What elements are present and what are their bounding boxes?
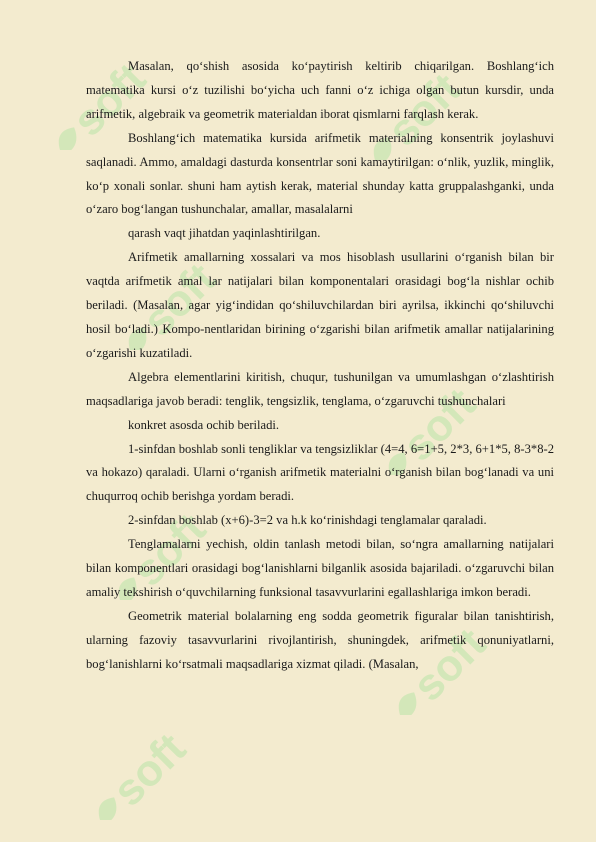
watermark-logo: [82, 724, 195, 837]
watermark-text: soft: [63, 54, 156, 146]
watermark-text: soft: [403, 619, 496, 711]
paragraph: 2-sinfdan boshlab (x+6)-3=2 va h.k ko‘rinishdagi tenglamalar qaraladi.: [128, 513, 487, 528]
paragraph: Geometrik material bolalarning eng sodda geometrik figuralar bilan tanishtirish, ularning fazoviy tasavvurlarini rivojlantirish, shuningdek, arifmetik qonuniyatlarni, bog‘lanishlarni ko‘rsatmali maqsadlariga xizmat qiladi. (Masalan,: [86, 608, 554, 671]
paragraph: Boshlang‘ich matematika kursida arifmetik materialning konsentrik joylashuvi saqlanadi. Ammo, amaldagi dasturda konsentrlar soni kamaytirilgan: o‘nlik, yuzlik, minglik, ko‘p xonali sonlar. shuni ham aytish kerak, material shunday katta gruppalashganki, unda o‘zaro bog‘langan tushunchalar, amallar, masalalarni: [86, 130, 554, 217]
paragraph: Tenglamalarni yechish, oldin tanlash metodi bilan, so‘ngra amallarning natijalari bilan komponentlari orasidagi bog‘lanishlarni bilganlik asosida bajariladi. o‘zgaruvchi bilan amaliy tekshirish o‘quvchilarning funksional tasavvurlarini egallashlariga imkon beradi.: [86, 537, 554, 599]
paragraph: konkret asosda ochib beriladi.: [128, 417, 280, 432]
watermark-text: soft: [378, 64, 471, 156]
watermark-text: soft: [103, 724, 196, 816]
paragraph: qarash vaqt jihatdan yaqinlashtirilgan.: [128, 226, 321, 241]
paragraph: 1-sinfdan boshlab sonli tengliklar va tengsizliklar (4=4, 6=1+5, 2*3, 6+1*5, 8-3*8-2 va hokazo) qaraladi. Ularni o‘rganish arifmetik materialni o‘rganish bilan bog‘lanadi va uni chuqurroq ochib berishga yordam beradi.: [86, 441, 554, 504]
watermark-text: soft: [133, 254, 226, 346]
paragraph: Masalan, qo‘shish asosida ko‘paytirish keltirib chiqarilgan. Boshlang‘ich matematika kursi o‘z tuzilishi bo‘yicha uch fanni o‘z ichiga olgan butun kursdir, unda arifmetik, algebraik va geometrik materialdan iborat qismlarni farqlash kerak.: [86, 59, 554, 121]
paragraph: Arifmetik amallarning xossalari va mos hisoblash usullarini o‘rganish bilan bir vaqtda arifmetik amal lar natijalari bilan komponentalari orasidagi bog‘la nishlar ochib beriladi. (Masalan, agar yig‘indidan qo‘shiluvchilardan biri ayrilsa, ikkinchi qo‘shiluvchi hosil bo‘ladi.) Kompo-nentlaridan birining o‘zgarishi bilan arifmetik amallar natijalarining o‘zgarishi kuzatiladi.: [86, 250, 554, 360]
paragraph: Algebra elementlarini kiritish, chuqur, tushunilgan va umumlashgan o‘zlashtirish maqsadlariga javob beradi: tenglik, tengsizlik, tenglama, o‘zgaruvchi tushunchalari: [86, 369, 554, 408]
document-body: [86, 55, 554, 677]
watermark-text: soft: [123, 504, 216, 596]
watermark-text: soft: [393, 379, 486, 471]
